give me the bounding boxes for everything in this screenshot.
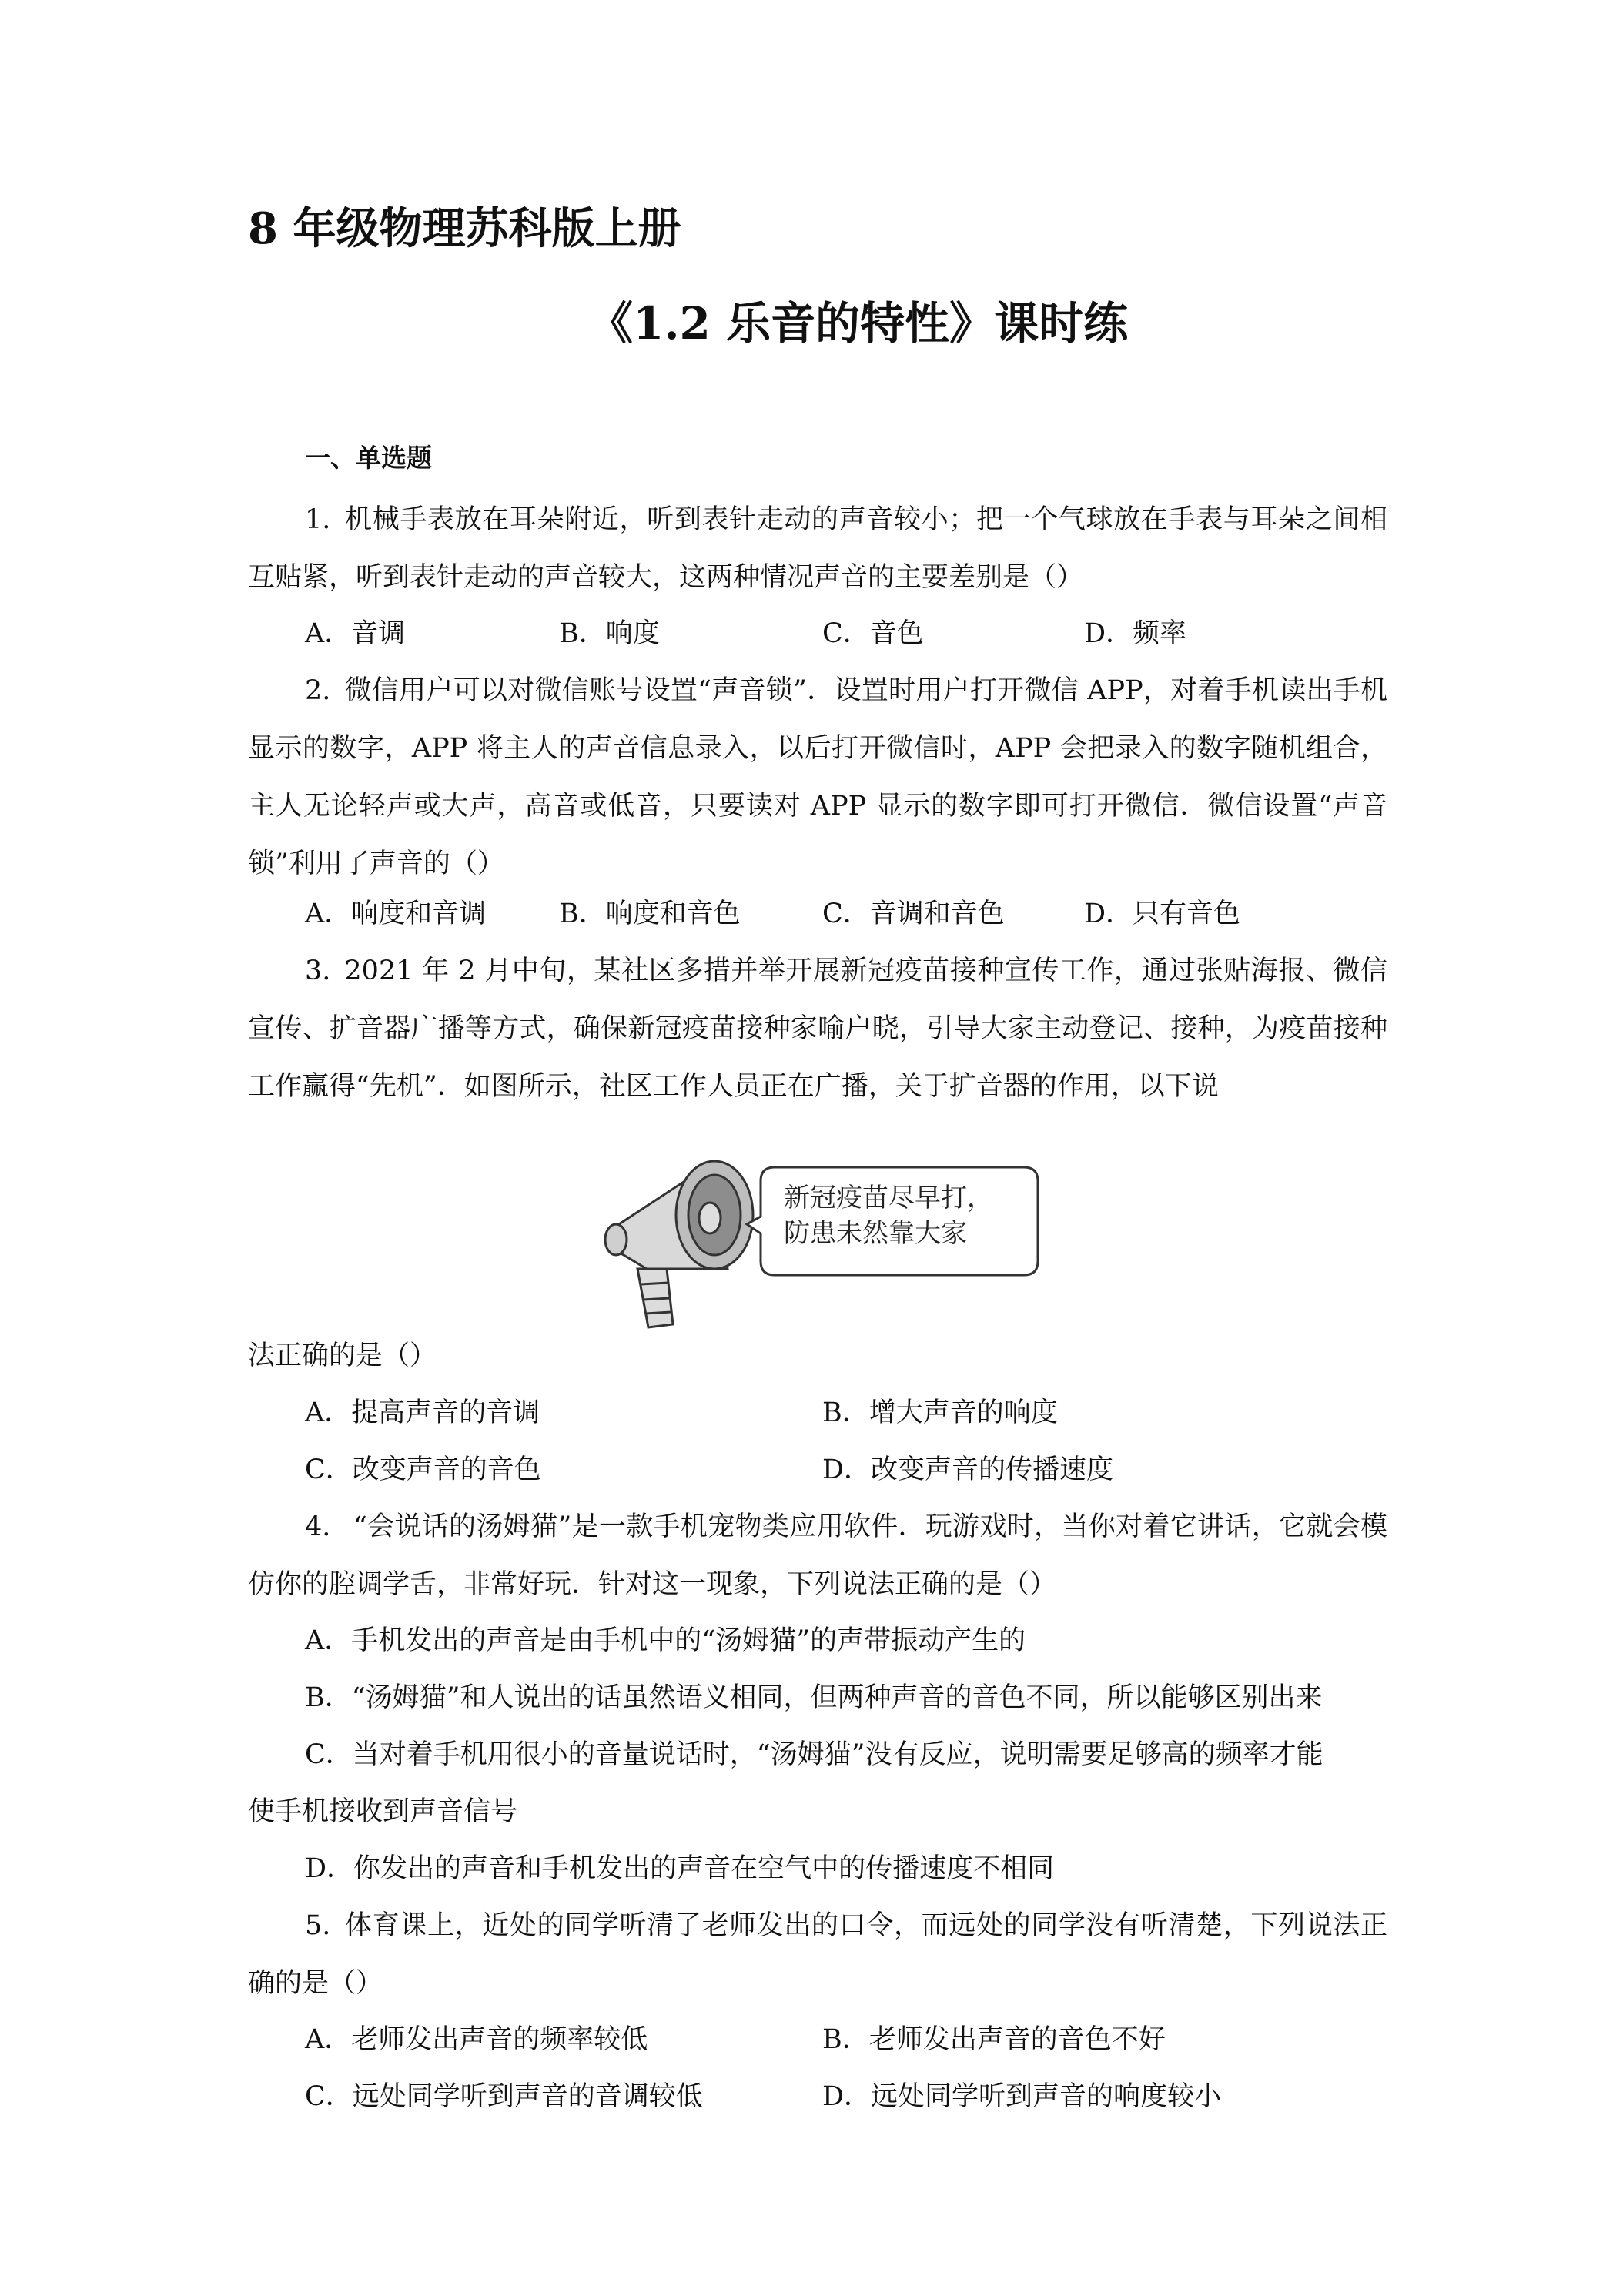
option-d: D．频率: [1084, 618, 1187, 649]
question-5-options-row1: [305, 2011, 1383, 2069]
option-d: D．你发出的声音和手机发出的声音在空气中的传播速度不相同: [305, 1853, 1055, 1884]
option-c: C．音调和音色: [822, 899, 1005, 929]
question-5-options-row2: [305, 2068, 1383, 2126]
section-heading: 一、单选题: [305, 443, 432, 473]
option-b: B．老师发出声音的音色不好: [822, 2024, 1166, 2055]
option-b: B．增大声音的响度: [822, 1397, 1058, 1428]
question-3-continuation: 法正确的是（）: [248, 1340, 437, 1371]
question-text: 体育课上，近处的同学听清了老师发出的口令，而远处的同学没有听清楚，下列说法正确的是（）: [248, 1910, 1387, 1999]
option-b: B．“汤姆猫”和人说出的话虽然语义相同，但两种声音的音色不同，所以能够区别出来: [305, 1682, 1323, 1713]
question-text: 2021 年 2 月中旬，某社区多措并举开展新冠疫苗接种宣传工作，通过张贴海报、微信宣传、扩音器广播等方式，确保新冠疫苗接种家喻户晓，引导大家主动登记、接种，为疫苗接种工作赢得“先机”．如图所示，社区工作人员正在广播，关于扩音器的作用，以下说: [248, 956, 1387, 1102]
option-c-continuation: 使手机接收到声音信号: [248, 1796, 518, 1827]
question-4: [248, 1498, 1387, 1614]
question-text: “会说话的汤姆猫”是一款手机宠物类应用软件．玩游戏时，当你对着它讲话，它就会模仿你的腔调学舌，非常好玩．针对这一现象，下列说法正确的是（）: [248, 1511, 1387, 1600]
option-c: C．音色: [822, 618, 924, 649]
document-title-line1: 8 年级物理苏科版上册: [248, 203, 681, 254]
option-a: A．手机发出的声音是由手机中的“汤姆猫”的声带振动产生的: [305, 1625, 1026, 1656]
question-text: 机械手表放在耳朵附近，听到表针走动的声音较小；把一个气球放在手表与耳朵之间相互贴紧，听到表针走动的声音较大，这两种情况声音的主要差别是（）: [248, 504, 1387, 593]
question-number: 4.: [305, 1511, 331, 1542]
option-a: A．老师发出声音的频率较低: [305, 2024, 648, 2055]
option-b: B．响度和音色: [559, 899, 741, 929]
bubble-text-line2: 防患未然靠大家: [784, 1218, 967, 1249]
question-number: 3.: [305, 956, 331, 986]
question-5: [248, 1897, 1387, 2013]
option-c: C．改变声音的音色: [305, 1454, 541, 1485]
option-d: D．远处同学听到声音的响度较小: [822, 2081, 1222, 2112]
question-1: [248, 491, 1387, 607]
question-text: 微信用户可以对微信账号设置“声音锁”．设置时用户打开微信 APP，对着手机读出手机显示的数字，APP 将主人的声音信息录入，以后打开微信时，APP 会把录入的数字随机组合，主人无论轻声或大声，高音或低音，只要读对 APP 显示的数字即可打开微信．微信设置“声音锁”利用了声音的（）: [248, 675, 1387, 879]
option-b: B．响度: [559, 618, 660, 649]
bubble-text-line1: 新冠疫苗尽早打，: [784, 1183, 993, 1213]
option-a: A．响度和音调: [305, 899, 487, 929]
option-a: A．音调: [305, 618, 406, 649]
option-a: A．提高声音的音调: [305, 1397, 540, 1428]
question-2: [248, 662, 1387, 893]
question-3-options-row2: [305, 1441, 1383, 1499]
question-3: [248, 942, 1387, 1116]
question-1-options: [305, 605, 1383, 663]
question-2-options: [305, 885, 1383, 943]
question-number: 5.: [305, 1910, 331, 1941]
option-c: C．当对着手机用很小的音量说话时，“汤姆猫”没有反应，说明需要足够高的频率才能: [305, 1739, 1323, 1770]
option-d: D．改变声音的传播速度: [822, 1454, 1114, 1485]
question-number: 2.: [305, 675, 331, 706]
option-d: D．只有音色: [1084, 899, 1241, 929]
megaphone-icon: [605, 1161, 753, 1327]
document-title-line2: 《1.2 乐音的特性》课时练: [588, 297, 1129, 350]
option-c: C．远处同学听到声音的音调较低: [305, 2081, 703, 2112]
question-3-options-row1: [305, 1384, 1383, 1442]
question-number: 1.: [305, 504, 331, 535]
